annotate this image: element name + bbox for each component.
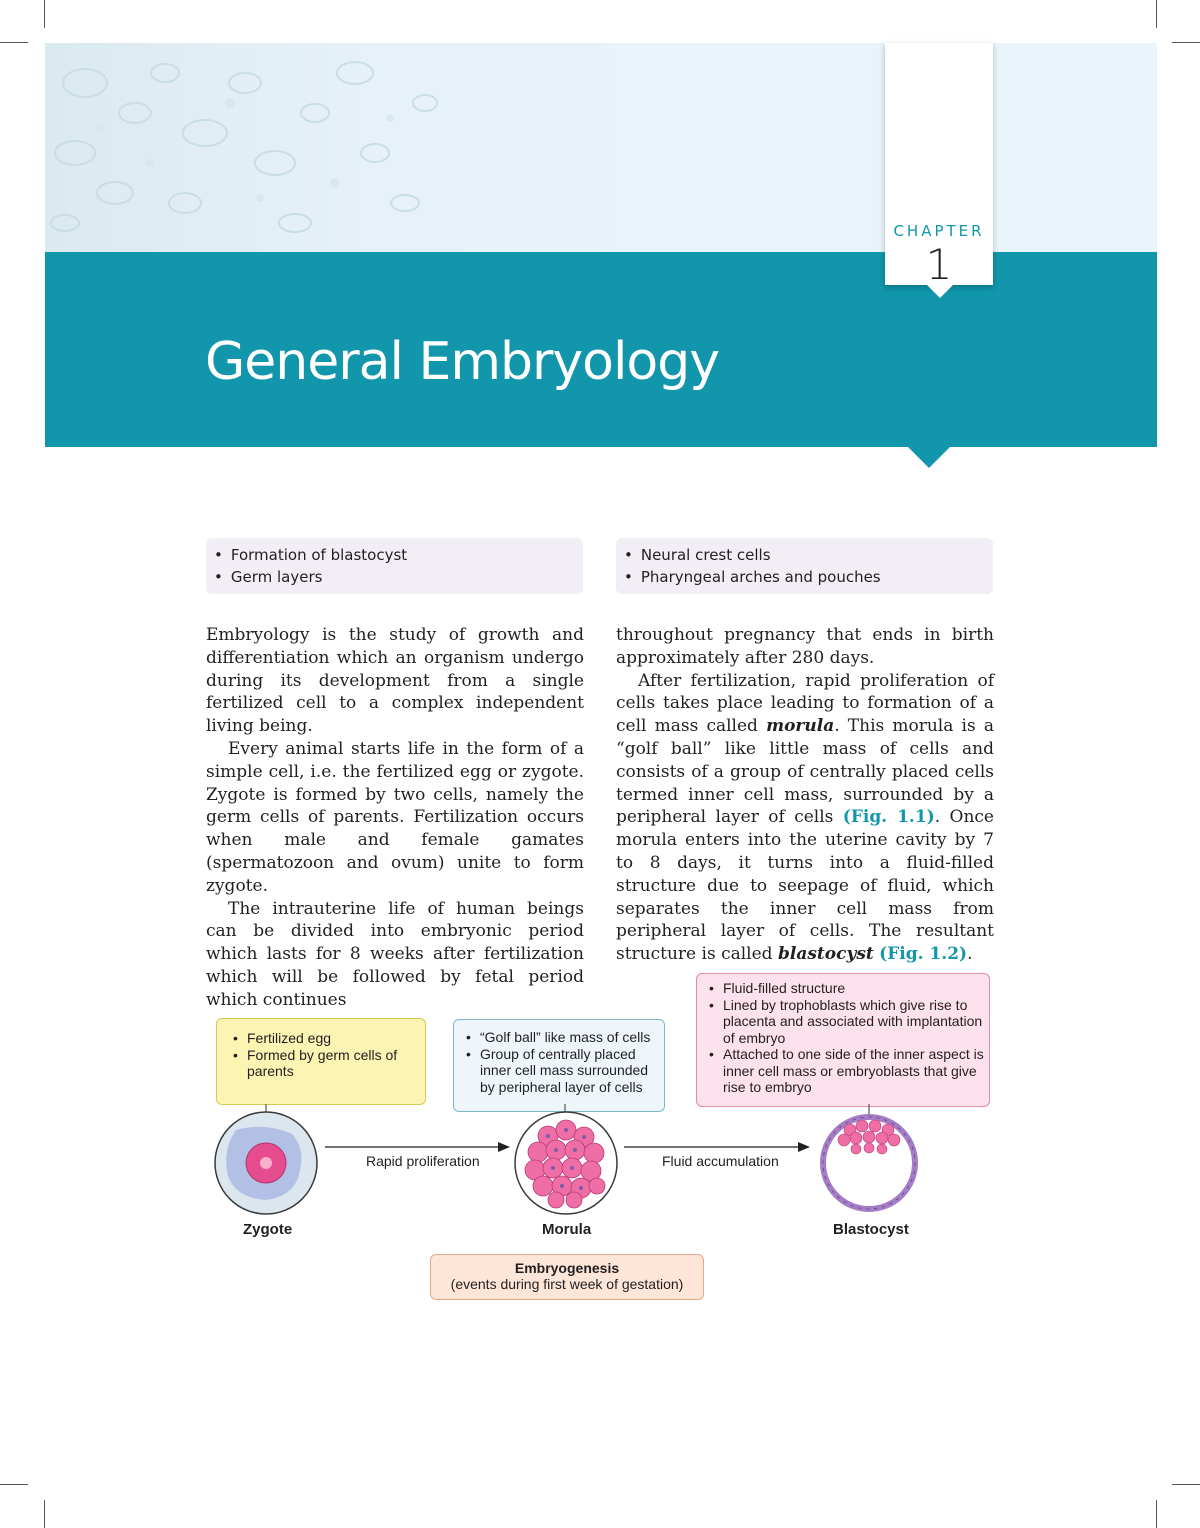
caption-title: Embryogenesis: [514, 1260, 620, 1276]
paragraph: Every animal starts life in the form of a simple cell, i.e. the fertilized egg or zygote. Zygote is formed by two cells, namely the germ cells of parents. Fertilization occurs when male and female gamates (spermatozoon and ovum) unite to form zygote.: [206, 738, 584, 896]
zygote-cell-illustration: [215, 1112, 317, 1214]
arrowhead: [498, 1142, 510, 1152]
note-item: • Fertilized egg: [229, 1030, 421, 1047]
arrow-label: Fluid accumulation: [662, 1153, 779, 1169]
text-run: . Once morula enters into the uterine cavity by 7 to 8 days, it turns into a fluid-filled structure due to seepage of fluid, which separates the inner cell mass from peripheral layer of cells. The resultant structure is called: [616, 807, 994, 965]
arrow-label: Rapid proliferation: [366, 1153, 480, 1169]
morula-cell-illustration: [515, 1112, 617, 1214]
figure-reference-link[interactable]: (Fig. 1.2): [879, 944, 968, 965]
text-run: .: [967, 944, 973, 965]
note-item: • “Golf ball” like mass of cells: [462, 1029, 662, 1046]
topic-item: • Formation of blastocyst: [214, 544, 583, 566]
stage-label-blastocyst: Blastocyst: [833, 1221, 909, 1238]
text-run: After fertilization, rapid proliferation of cells takes place leading to formation of a cell mass called: [616, 670, 994, 737]
figure-caption-box: [430, 1254, 704, 1300]
paragraph: throughout pregnancy that ends in birth approximately after 280 days.: [616, 625, 994, 668]
stage-label-morula: Morula: [542, 1221, 592, 1238]
term-blastocyst: blastocyst: [777, 944, 874, 965]
paragraph: Embryology is the study of growth and differentiation which an organism undergo during its development from a single fertilized cell to a complex independent living being.: [206, 625, 584, 737]
figure-reference-link[interactable]: (Fig. 1.1): [842, 807, 935, 828]
note-item: • Fluid-filled structure: [705, 980, 985, 997]
arrowhead: [798, 1142, 810, 1152]
paragraph: The intrauterine life of human beings can be divided into embryonic period which lasts for 8 weeks after fertilization which will be followed by fetal period which continues: [206, 898, 584, 1010]
topic-item: • Neural crest cells: [624, 544, 993, 566]
topic-item: • Germ layers: [214, 566, 583, 588]
chapter-label: CHAPTER: [893, 222, 985, 240]
chapter-number: 1: [925, 240, 953, 289]
chapter-title: General Embryology: [205, 332, 719, 392]
blastocyst-cell-illustration: [823, 1117, 915, 1209]
topic-item: • Pharyngeal arches and pouches: [624, 566, 993, 588]
note-item: • Attached to one side of the inner aspect is inner cell mass or embryoblasts that give rise to embryo: [705, 1046, 985, 1096]
text-run: . This morula is a “golf ball” like little mass of cells and consists of a group of centrally placed cells termed inner cell mass, surrounded by a peripheral layer of cells: [616, 716, 994, 828]
note-item: • Group of centrally placed inner cell mass surrounded by peripheral layer of cells: [462, 1046, 662, 1096]
stage-label-zygote: Zygote: [243, 1221, 293, 1238]
note-item: • Formed by germ cells of parents: [229, 1047, 421, 1080]
note-item: • Lined by trophoblasts which give rise to placenta and associated with implantation of embryo: [705, 997, 985, 1047]
caption-subtitle: (events during first week of gestation): [450, 1276, 684, 1292]
term-morula: morula: [766, 716, 835, 737]
